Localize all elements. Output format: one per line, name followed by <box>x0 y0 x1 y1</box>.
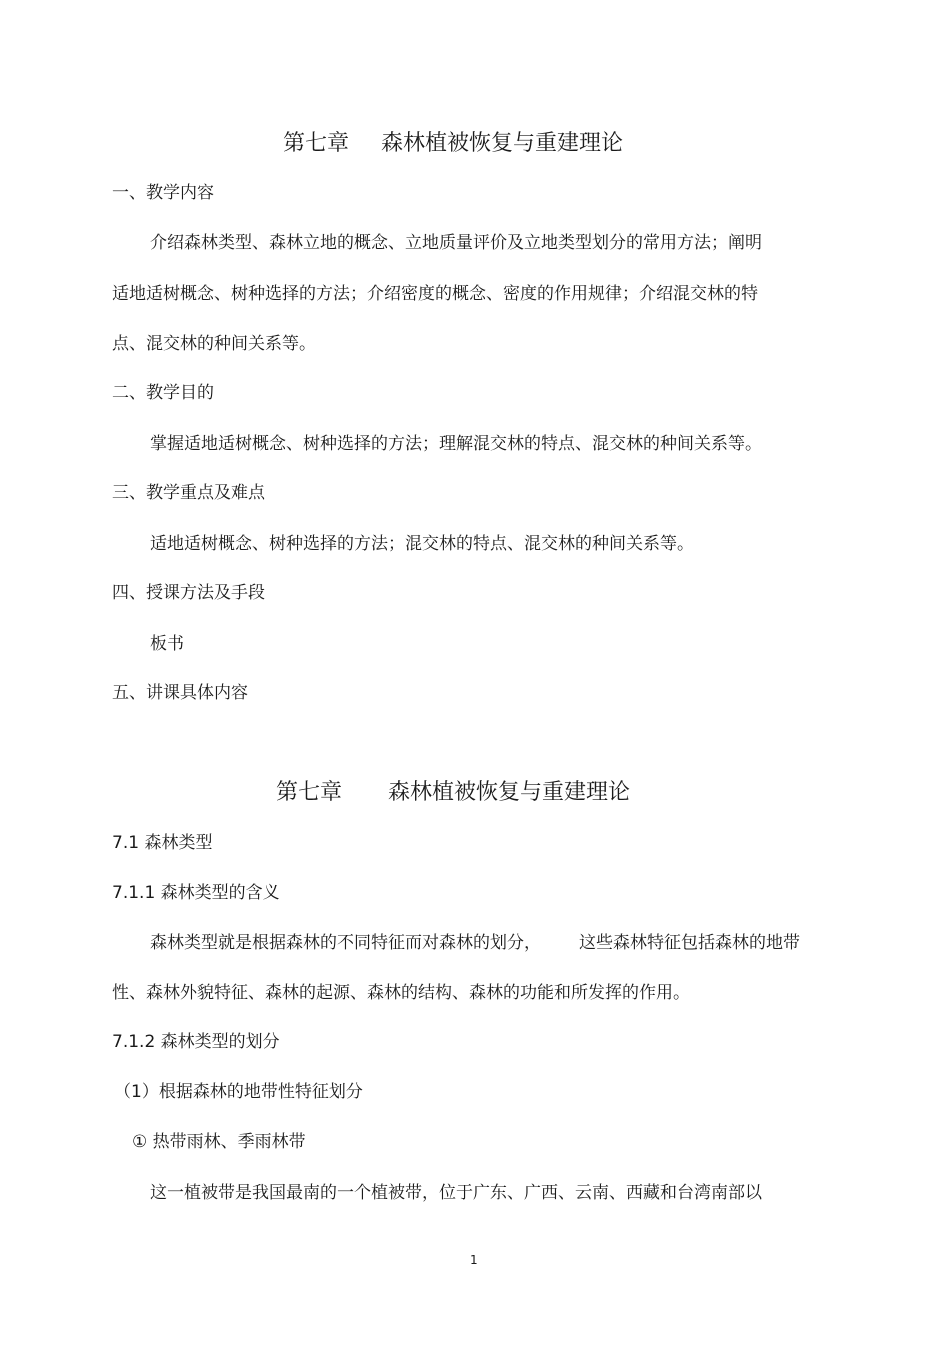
chapter-number: 第七章 <box>283 131 350 156</box>
chapter-name: 森林植被恢复与重建理论 <box>388 780 631 805</box>
paragraph-line: 点、混交林的种间关系等。 <box>112 334 316 354</box>
list-item: ① 热带雨林、季雨林带 <box>132 1132 306 1152</box>
page-number: 1 <box>470 1253 478 1267</box>
chapter-name: 森林植被恢复与重建理论 <box>381 131 624 156</box>
paragraph-line: 性、森林外貌特征、森林的起源、森林的结构、森林的功能和所发挥的作用。 <box>112 983 690 1003</box>
paragraph-line: 适地适树概念、树种选择的方法；混交林的特点、混交林的种间关系等。 <box>150 534 694 554</box>
heading-key-points: 三、教学重点及难点 <box>112 483 265 503</box>
chapter-title <box>283 131 623 157</box>
paragraph-line: 介绍森林类型、森林立地的概念、立地质量评价及立地类型划分的常用方法；阐明 <box>150 233 762 253</box>
list-heading: （1）根据森林的地带性特征划分 <box>114 1082 363 1102</box>
heading-teaching-method: 四、授课方法及手段 <box>112 583 265 603</box>
paragraph-segment: 森林类型就是根据森林的不同特征而对森林的划分， <box>150 933 541 953</box>
subsection-heading: 7.1.2 森林类型的划分 <box>112 1032 280 1052</box>
heading-teaching-goal: 二、教学目的 <box>112 383 214 403</box>
section-heading: 7.1 森林类型 <box>112 833 213 853</box>
paragraph-segment: 这些森林特征包括森林的地带 <box>579 933 800 953</box>
heading-lecture-content: 五、讲课具体内容 <box>112 683 248 703</box>
paragraph-line: 板书 <box>150 634 184 654</box>
paragraph-line: 这一植被带是我国最南的一个植被带，位于广东、广西、云南、西藏和台湾南部以 <box>150 1183 762 1203</box>
paragraph-line: 适地适树概念、树种选择的方法；介绍密度的概念、密度的作用规律；介绍混交林的特 <box>112 284 758 304</box>
chapter-title <box>276 780 630 806</box>
paragraph-line: 掌握适地适树概念、树种选择的方法；理解混交林的特点、混交林的种间关系等。 <box>150 434 762 454</box>
subsection-heading: 7.1.1 森林类型的含义 <box>112 883 280 903</box>
chapter-number: 第七章 <box>276 780 343 805</box>
paragraph-line <box>150 933 800 953</box>
heading-teaching-content: 一、教学内容 <box>112 183 214 203</box>
